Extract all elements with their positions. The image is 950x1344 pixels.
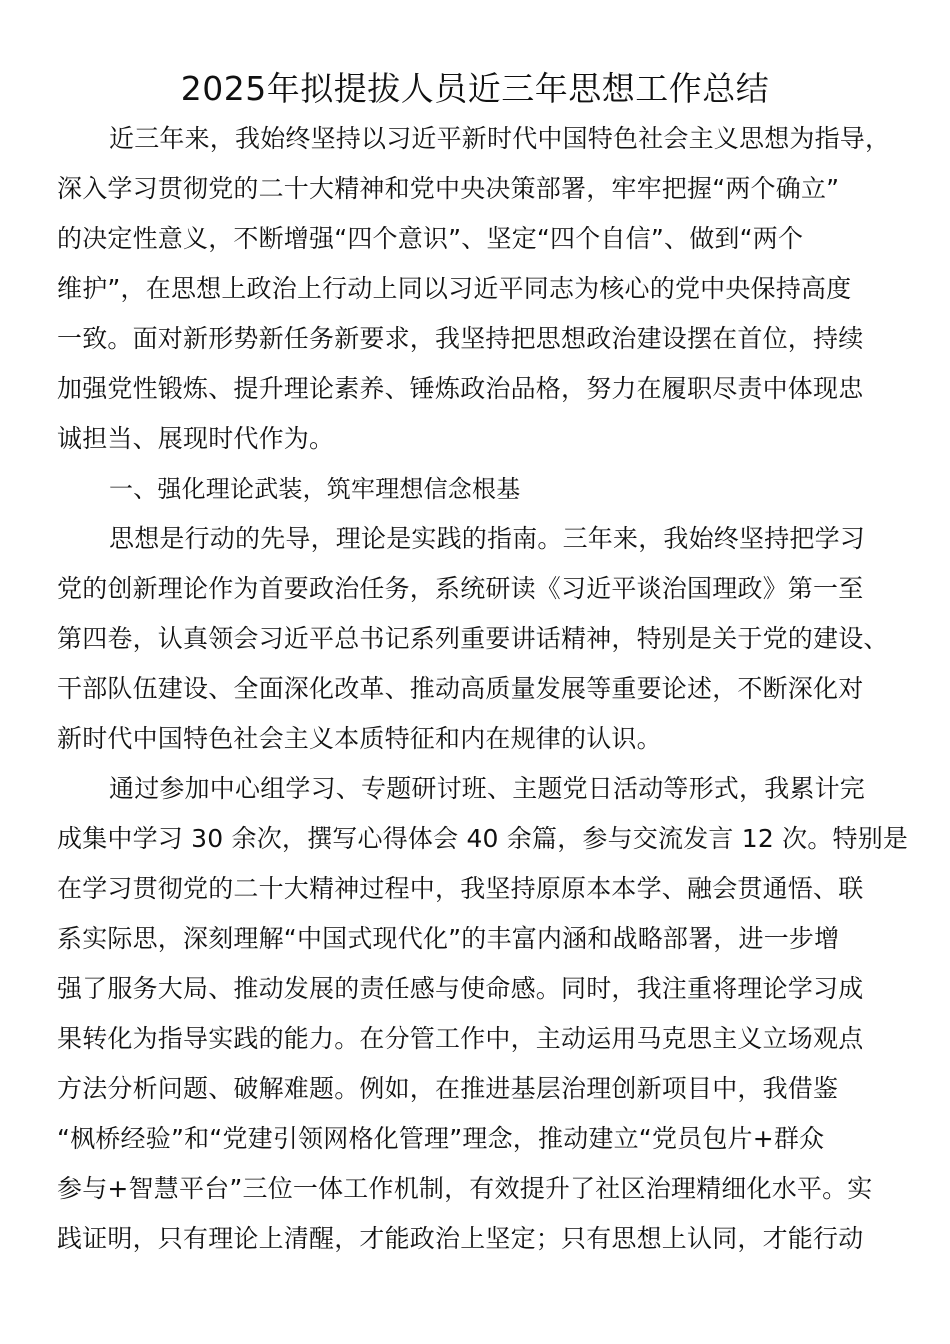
- text-line: 深入学习贯彻党的二十大精神和党中央决策部署，牢牢把握“两个确立”: [57, 174, 840, 203]
- text-line: 思想是行动的先导，理论是实践的指南。三年来，我始终坚持把学习: [109, 524, 866, 553]
- text-line: 践证明，只有理论上清醒，才能政治上坚定；只有思想上认同，才能行动: [57, 1224, 864, 1253]
- text-line: 通过参加中心组学习、专题研讨班、主题党日活动等形式，我累计完: [109, 774, 866, 803]
- text-line: 党的创新理论作为首要政治任务，系统研读《习近平谈治国理政》第一至: [57, 574, 864, 603]
- text-line: 新时代中国特色社会主义本质特征和内在规律的认识。: [57, 724, 662, 753]
- text-line: “枫桥经验”和“党建引领网格化管理”理念，推动建立“党员包片+群众: [57, 1124, 825, 1153]
- text-line: 干部队伍建设、全面深化改革、推动高质量发展等重要论述，不断深化对: [57, 674, 864, 703]
- text-line: 一致。面对新形势新任务新要求，我坚持把思想政治建设摆在首位，持续: [57, 324, 864, 353]
- text-line: 第四卷，认真领会习近平总书记系列重要讲话精神，特别是关于党的建设、: [57, 624, 889, 653]
- text-line: 维护”，在思想上政治上行动上同以习近平同志为核心的党中央保持高度: [57, 274, 852, 303]
- text-line: 加强党性锻炼、提升理论素养、锤炼政治品格，努力在履职尽责中体现忠: [57, 374, 864, 403]
- text-line: 果转化为指导实践的能力。在分管工作中，主动运用马克思主义立场观点: [57, 1024, 864, 1053]
- text-line: 在学习贯彻党的二十大精神过程中，我坚持原原本本学、融会贯通悟、联: [57, 874, 864, 903]
- document-body: [57, 114, 907, 1264]
- text-line: 诚担当、展现时代作为。: [57, 424, 335, 453]
- text-line: 参与+智慧平台”三位一体工作机制，有效提升了社区治理精细化水平。实: [57, 1174, 873, 1203]
- text-line: 成集中学习 30 余次，撰写心得体会 40 余篇，参与交流发言 12 次。特别是: [57, 824, 909, 853]
- text-line: 系实际思，深刻理解“中国式现代化”的丰富内涵和战略部署，进一步增: [57, 924, 840, 953]
- text-line: 的决定性意义，不断增强“四个意识”、坚定“四个自信”、做到“两个: [57, 224, 804, 253]
- text-line: 方法分析问题、破解难题。例如，在推进基层治理创新项目中，我借鉴: [57, 1074, 839, 1103]
- text-line: 近三年来，我始终坚持以习近平新时代中国特色社会主义思想为指导，: [109, 124, 891, 153]
- document-title: 2025年拟提拔人员近三年思想工作总结: [180, 69, 770, 108]
- text-line: 强了服务大局、推动发展的责任感与使命感。同时，我注重将理论学习成: [57, 974, 864, 1003]
- section-heading: 一、强化理论武装，筑牢理想信念根基: [109, 475, 521, 503]
